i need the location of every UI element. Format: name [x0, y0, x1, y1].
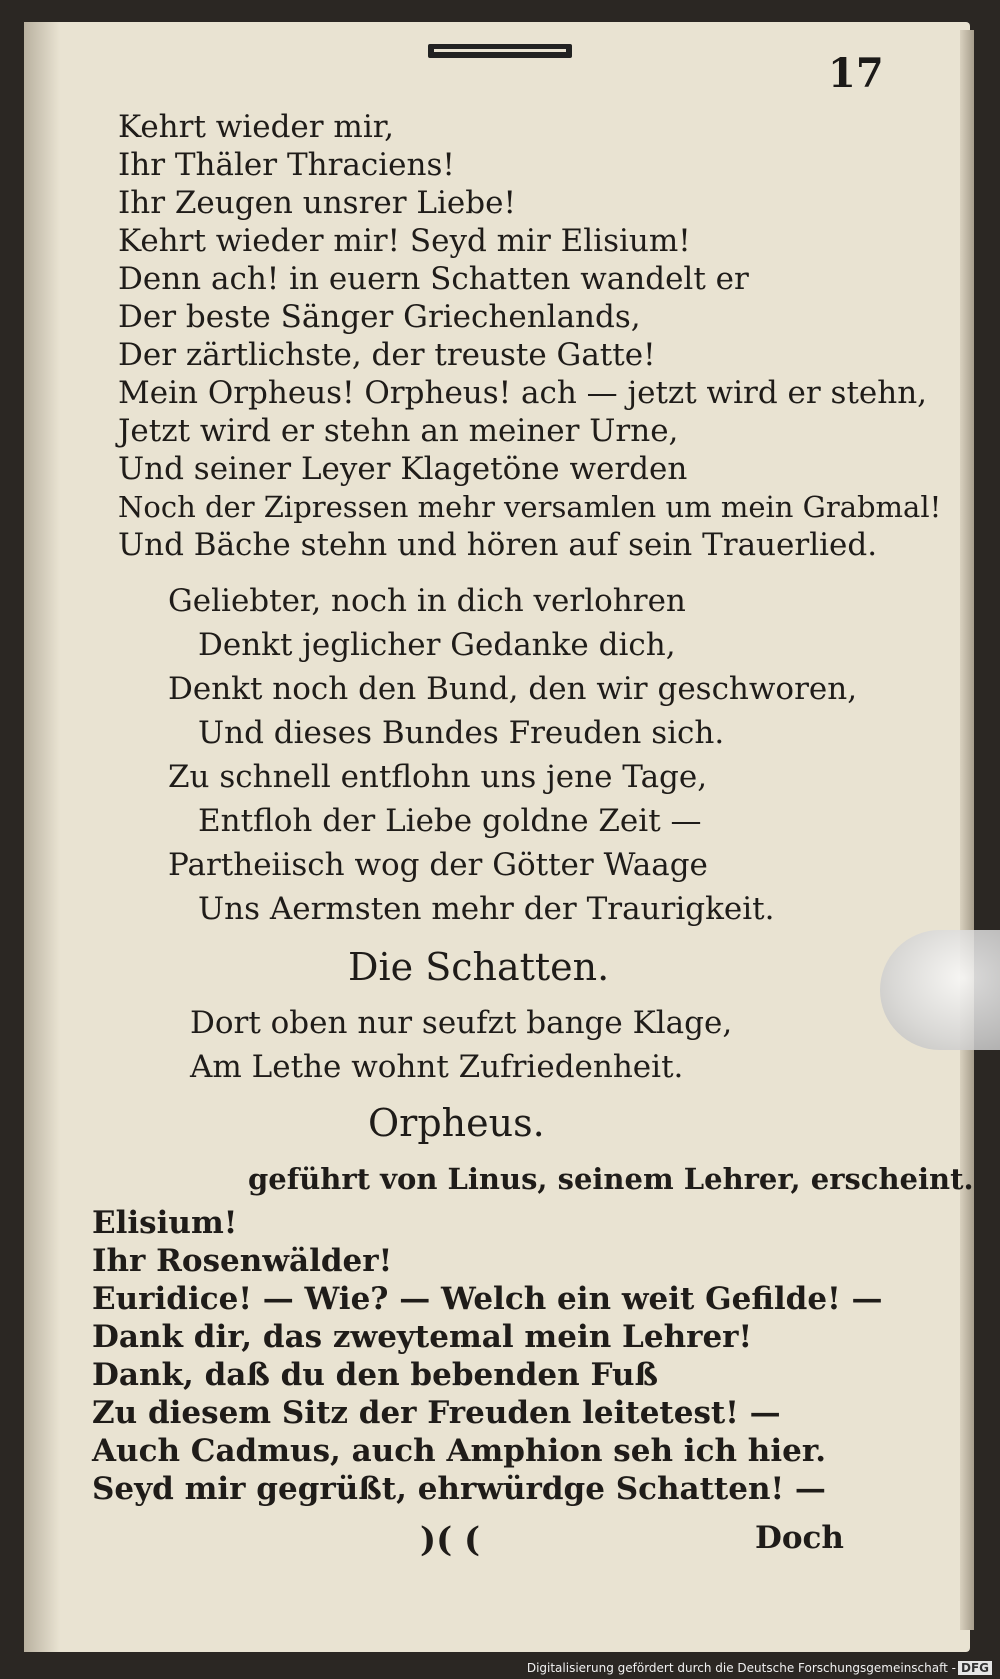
- text-line: Und dieses Bundes Freuden sich.: [198, 715, 725, 751]
- text-line: Und seiner Leyer Klagetöne werden: [118, 451, 688, 487]
- text-line: Denn ach! in euern Schatten wandelt er: [118, 261, 749, 297]
- text-line: Und Bäche stehn und hören auf sein Trauerlied.: [118, 527, 878, 563]
- text-line: Euridice! — Wie? — Welch ein weit Gefilde! —: [92, 1281, 883, 1317]
- catchword: Doch: [755, 1520, 844, 1556]
- text-line: Am Lethe wohnt Zufriedenheit.: [190, 1049, 684, 1085]
- text-line: Uns Aermsten mehr der Traurigkeit.: [198, 891, 775, 927]
- footer-credit: [527, 1661, 992, 1675]
- stage-direction: geführt von Linus, seinem Lehrer, erscheint.: [248, 1162, 974, 1196]
- speaker-heading: Die Schatten.: [348, 945, 610, 989]
- text-line: Seyd mir gegrüßt, ehrwürdge Schatten! —: [92, 1471, 826, 1507]
- text-line: Entfloh der Liebe goldne Zeit —: [198, 803, 702, 839]
- text-line: Ihr Thäler Thraciens!: [118, 147, 455, 183]
- text-line: Geliebter, noch in dich verlohren: [168, 583, 686, 619]
- signature-mark: )( (: [420, 1520, 481, 1560]
- text-line: Zu diesem Sitz der Freuden leitetest! —: [92, 1395, 781, 1431]
- footer-text: Digitalisierung gefördert durch die Deutsche Forschungsgemeinschaft -: [526, 1661, 956, 1675]
- text-line: Der zärtlichste, der treuste Gatte!: [118, 337, 656, 373]
- text-line: Dank, daß du den bebenden Fuß: [92, 1357, 659, 1393]
- text-line: Ihr Zeugen unsrer Liebe!: [118, 185, 516, 221]
- text-line: Denkt jeglicher Gedanke dich,: [198, 627, 676, 663]
- text-line: Dank dir, das zweytemal mein Lehrer!: [92, 1319, 753, 1355]
- text-line: Jetzt wird er stehn an meiner Urne,: [118, 413, 679, 449]
- page-edge: [960, 30, 974, 1630]
- thumb-shadow: [880, 930, 1000, 1050]
- text-line: Mein Orpheus! Orpheus! ach — jetzt wird er stehn,: [118, 375, 928, 411]
- text-line: Kehrt wieder mir,: [118, 109, 395, 145]
- text-line: Zu schnell entflohn uns jene Tage,: [168, 759, 708, 795]
- dfg-logo: DFG: [958, 1661, 992, 1675]
- ornament-bar: [428, 44, 572, 58]
- text-line: Der beste Sänger Griechenlands,: [118, 299, 641, 335]
- text-line: Partheiisch wog der Götter Waage: [168, 847, 708, 883]
- text-line: Dort oben nur seufzt bange Klage,: [190, 1005, 733, 1041]
- text-line: Auch Cadmus, auch Amphion seh ich hier.: [92, 1433, 827, 1469]
- text-line: Ihr Rosenwälder!: [92, 1243, 393, 1279]
- text-line: Denkt noch den Bund, den wir geschworen,: [168, 671, 858, 707]
- page-gutter-shadow: [24, 22, 60, 1652]
- text-line: Kehrt wieder mir! Seyd mir Elisium!: [118, 223, 691, 259]
- text-line: Noch der Zipressen mehr versamlen um mein Grabmal!: [118, 490, 942, 524]
- page-number: 17: [828, 50, 884, 97]
- speaker-heading: Orpheus.: [368, 1101, 545, 1145]
- text-line: Elisium!: [92, 1205, 238, 1241]
